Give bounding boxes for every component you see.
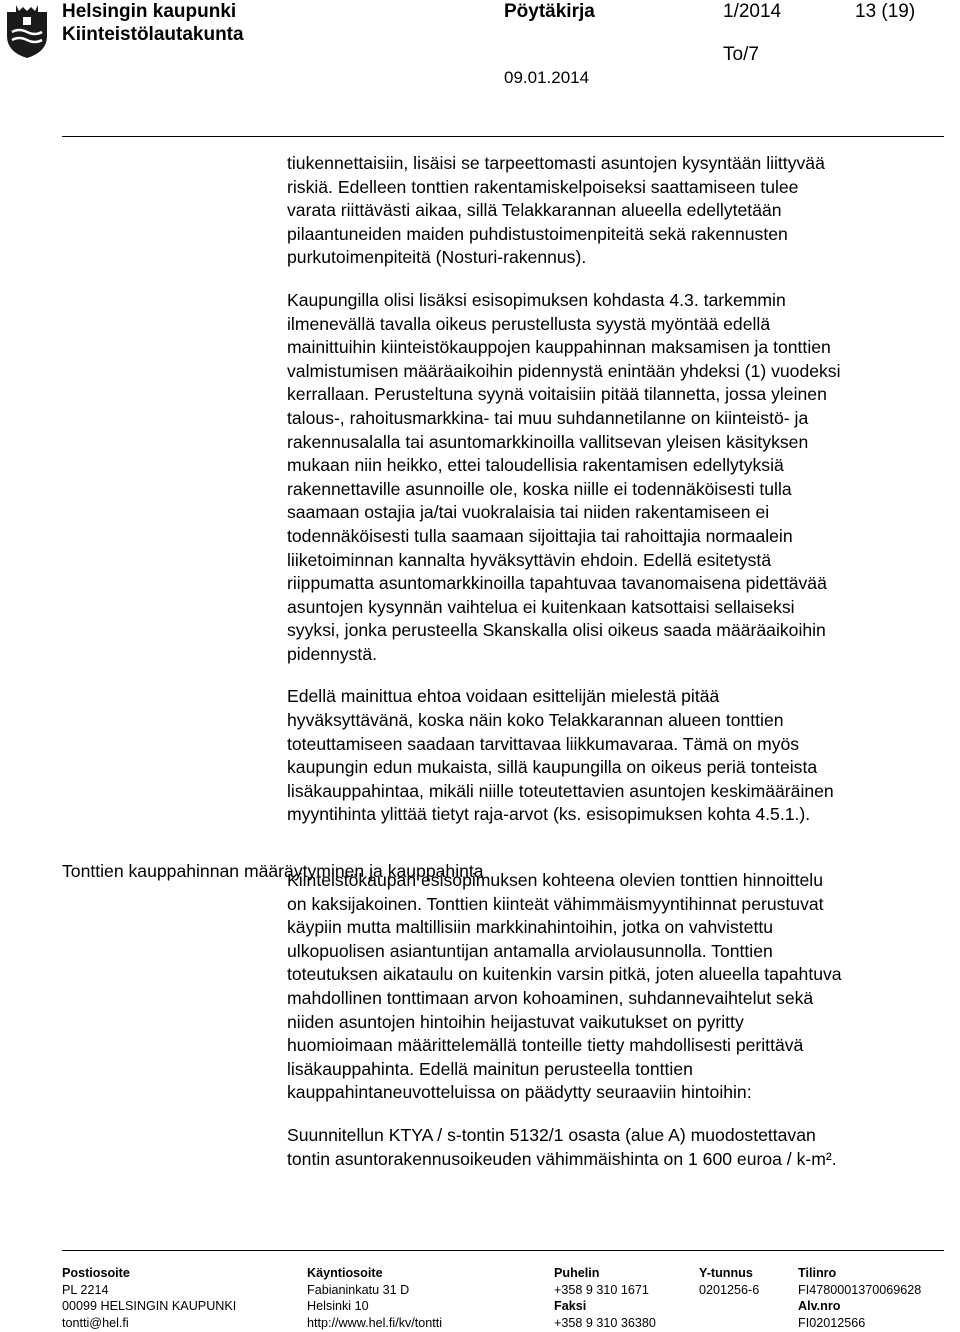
footer-business-id xyxy=(699,1265,759,1298)
text-line: pilaantuneiden maiden puhdistustoimenpiteitä sekä rakennusten xyxy=(287,223,788,244)
text-line: talous-, rahoitusmarkkina- tai muu suhdannetilanne on kiinteistö- ja xyxy=(287,407,809,428)
text-line: tontin asuntorakennusoikeuden vähimmäishinta on 1 600 euroa / k-m². xyxy=(287,1148,837,1169)
footer-line: FI02012566 xyxy=(798,1315,866,1330)
text-line: mainittuihin kiinteistökauppojen kauppahinnan maksamisen ja tonttien xyxy=(287,337,831,358)
paragraph xyxy=(287,685,947,827)
footer-line: Fabianinkatu 31 D xyxy=(307,1282,410,1297)
text-line: riskiä. Edelleen tonttien rakentamiskelpoiseksi saattamiseen tulee xyxy=(287,176,799,197)
text-line: mukaan niin heikko, ettei taloudellisia rakentamisen edellytyksiä xyxy=(287,455,784,476)
footer-website-link[interactable]: http://www.hel.fi/kv/tontti xyxy=(307,1315,443,1330)
text-line: hyväksyttävänä, koska näin koko Telakkarannan alueen tonttien xyxy=(287,710,784,731)
body-text xyxy=(287,152,947,1190)
footer-line: +358 9 310 1671 xyxy=(554,1282,649,1297)
text-line: rakennettaville asunnoille ole, koska niille ei todennäköisesti tulla xyxy=(287,478,792,499)
text-line: kauppahintaneuvotteluissa on päädytty seuraaviin hintoihin: xyxy=(287,1082,752,1103)
text-line: valmistumisen määräaikoihin pidennystä enintään yhdeksi (1) vuodeksi xyxy=(287,360,841,381)
text-line: lisäkauppahinta. Edellä mainitun perusteella tonttien xyxy=(287,1058,693,1079)
footer-heading: Alv.nro xyxy=(798,1299,841,1313)
text-line: Kaupungilla olisi lisäksi esisopimuksen kohdasta 4.3. tarkemmin xyxy=(287,289,786,310)
text-line: on kaksijakoinen. Tonttien kiinteät vähimmäismyyntihinnat perustuvat xyxy=(287,893,824,914)
footer-line: Helsinki 10 xyxy=(307,1299,369,1313)
meeting-number: 1/2014 xyxy=(723,1,782,22)
meeting-date: 09.01.2014 xyxy=(504,68,590,87)
footer-heading: Postiosoite xyxy=(62,1266,130,1280)
text-line: riippumatta asuntomarkkinoilla tapahtuvaa tavanomaisena pidettävää xyxy=(287,573,827,594)
text-line: liiketoiminnan kannalta hyväksyttävin ehdoin. Edellä esitetystä xyxy=(287,549,772,570)
section-heading: Tonttien kauppahinnan määräytyminen ja kauppahinta xyxy=(62,861,484,881)
helsinki-crest-logo xyxy=(4,2,50,60)
text-line: niiden asuntojen hintoihin heijastuvat vaikutukset on pyritty xyxy=(287,1011,744,1032)
footer-line: 0201256-6 xyxy=(699,1282,760,1297)
text-line: tiukennettaisiin, lisäisi se tarpeettomasti asuntojen kysyntään liittyvää xyxy=(287,153,825,173)
paragraph xyxy=(287,289,947,667)
header-divider xyxy=(62,136,944,137)
section-number: To/7 xyxy=(723,44,759,65)
footer-line: PL 2214 xyxy=(62,1282,109,1297)
city-name: Helsingin kaupunki xyxy=(62,1,237,22)
text-line: käypiin mutta maltillisiin markkinahintoihin, jotka on vahvistettu xyxy=(287,917,774,938)
footer-postal-address xyxy=(62,1265,236,1331)
text-line: ulkopuolisen asiantuntijan antamalla arviolausunnolla. Tonttien xyxy=(287,940,773,961)
footer-line: 00099 HELSINGIN KAUPUNKI xyxy=(62,1299,237,1313)
footer-phone xyxy=(554,1265,656,1331)
text-line: Kiinteistökaupan esisopimuksen kohteena olevien tonttien hinnoittelu xyxy=(287,870,823,891)
board-name: Kiinteistölautakunta xyxy=(62,24,244,45)
text-line: Edellä mainittua ehtoa voidaan esittelijän mielestä pitää xyxy=(287,686,720,707)
footer-heading: Puhelin xyxy=(554,1266,600,1280)
footer-line: FI4780001370069628 xyxy=(798,1282,922,1297)
footer-divider xyxy=(62,1250,944,1251)
paragraph xyxy=(287,152,947,270)
footer-heading: Y-tunnus xyxy=(699,1266,753,1280)
footer-heading: Tilinro xyxy=(798,1266,837,1280)
footer-visiting-address xyxy=(307,1265,442,1331)
text-line: toteuttamiseen saadaan tarvittavaa liikkumavaraa. Tämä on myös xyxy=(287,733,800,754)
footer-heading: Faksi xyxy=(554,1299,587,1313)
text-line: todennäköisesti tulla saamaan sijoittajia tai rahoittajia normaalein xyxy=(287,525,793,546)
text-line: Suunnitellun KTYA / s-tontin 5132/1 osasta (alue A) muodostettavan xyxy=(287,1124,816,1145)
footer-email-link[interactable]: tontti@hel.fi xyxy=(62,1315,129,1330)
text-line: rakennusalalla tai asuntomarkkinoilla vallitsevan yleisen käsityksen xyxy=(287,431,809,452)
text-line: kerrallaan. Perusteltuna syynä voitaisiin pitää tilannetta, jossa yleinen xyxy=(287,384,827,405)
document-type: Pöytäkirja xyxy=(504,1,595,22)
text-line: syyksi, jonka perusteella Skanskalla olisi oikeus saada määräaikoihin xyxy=(287,620,826,641)
text-line: pidennystä. xyxy=(287,643,377,664)
text-line: mahdollinen tonttimaan arvon kohoaminen, suhdannevaihtelut sekä xyxy=(287,988,814,1008)
page-number: 13 (19) xyxy=(855,1,916,22)
text-line: purkutoimenpiteitä (Nosturi-rakennus). xyxy=(287,247,587,268)
text-line: lisäkauppahintaa, mikäli niille toteutettavien asuntojen keskimääräinen xyxy=(287,780,834,801)
text-line: myyntihinta ylittää tietyt raja-arvot (ks. esisopimuksen kohta 4.5.1.). xyxy=(287,804,811,825)
text-line: toteutuksen aikataulu on kuitenkin varsin pitkä, joten alueella tapahtuva xyxy=(287,964,842,985)
footer-account xyxy=(798,1265,921,1331)
text-line: ilmenevällä tavalla oikeus perustellusta syystä myöntää edellä xyxy=(287,313,771,334)
text-line: kaupungin edun mukaista, sillä kaupungilla on oikeus periä tonteista xyxy=(287,757,818,778)
paragraph xyxy=(287,1124,947,1171)
text-line: huomioimaan määrittelemällä tonteille tietty mahdollisesti perittävä xyxy=(287,1035,804,1056)
text-line: varata riittävästi aikaa, sillä Telakkarannan alueella edellytetään xyxy=(287,200,782,221)
footer-line: +358 9 310 36380 xyxy=(554,1315,656,1330)
paragraph xyxy=(287,869,947,1105)
text-line: saamaan ostajia ja/tai vuokralaisia tai niiden rakentamiseen ei xyxy=(287,502,770,523)
text-line: asuntojen kysynnän vaihtelua ei kuitenkaan katsottaisi sellaiseksi xyxy=(287,596,795,617)
footer-heading: Käyntiosoite xyxy=(307,1266,383,1280)
